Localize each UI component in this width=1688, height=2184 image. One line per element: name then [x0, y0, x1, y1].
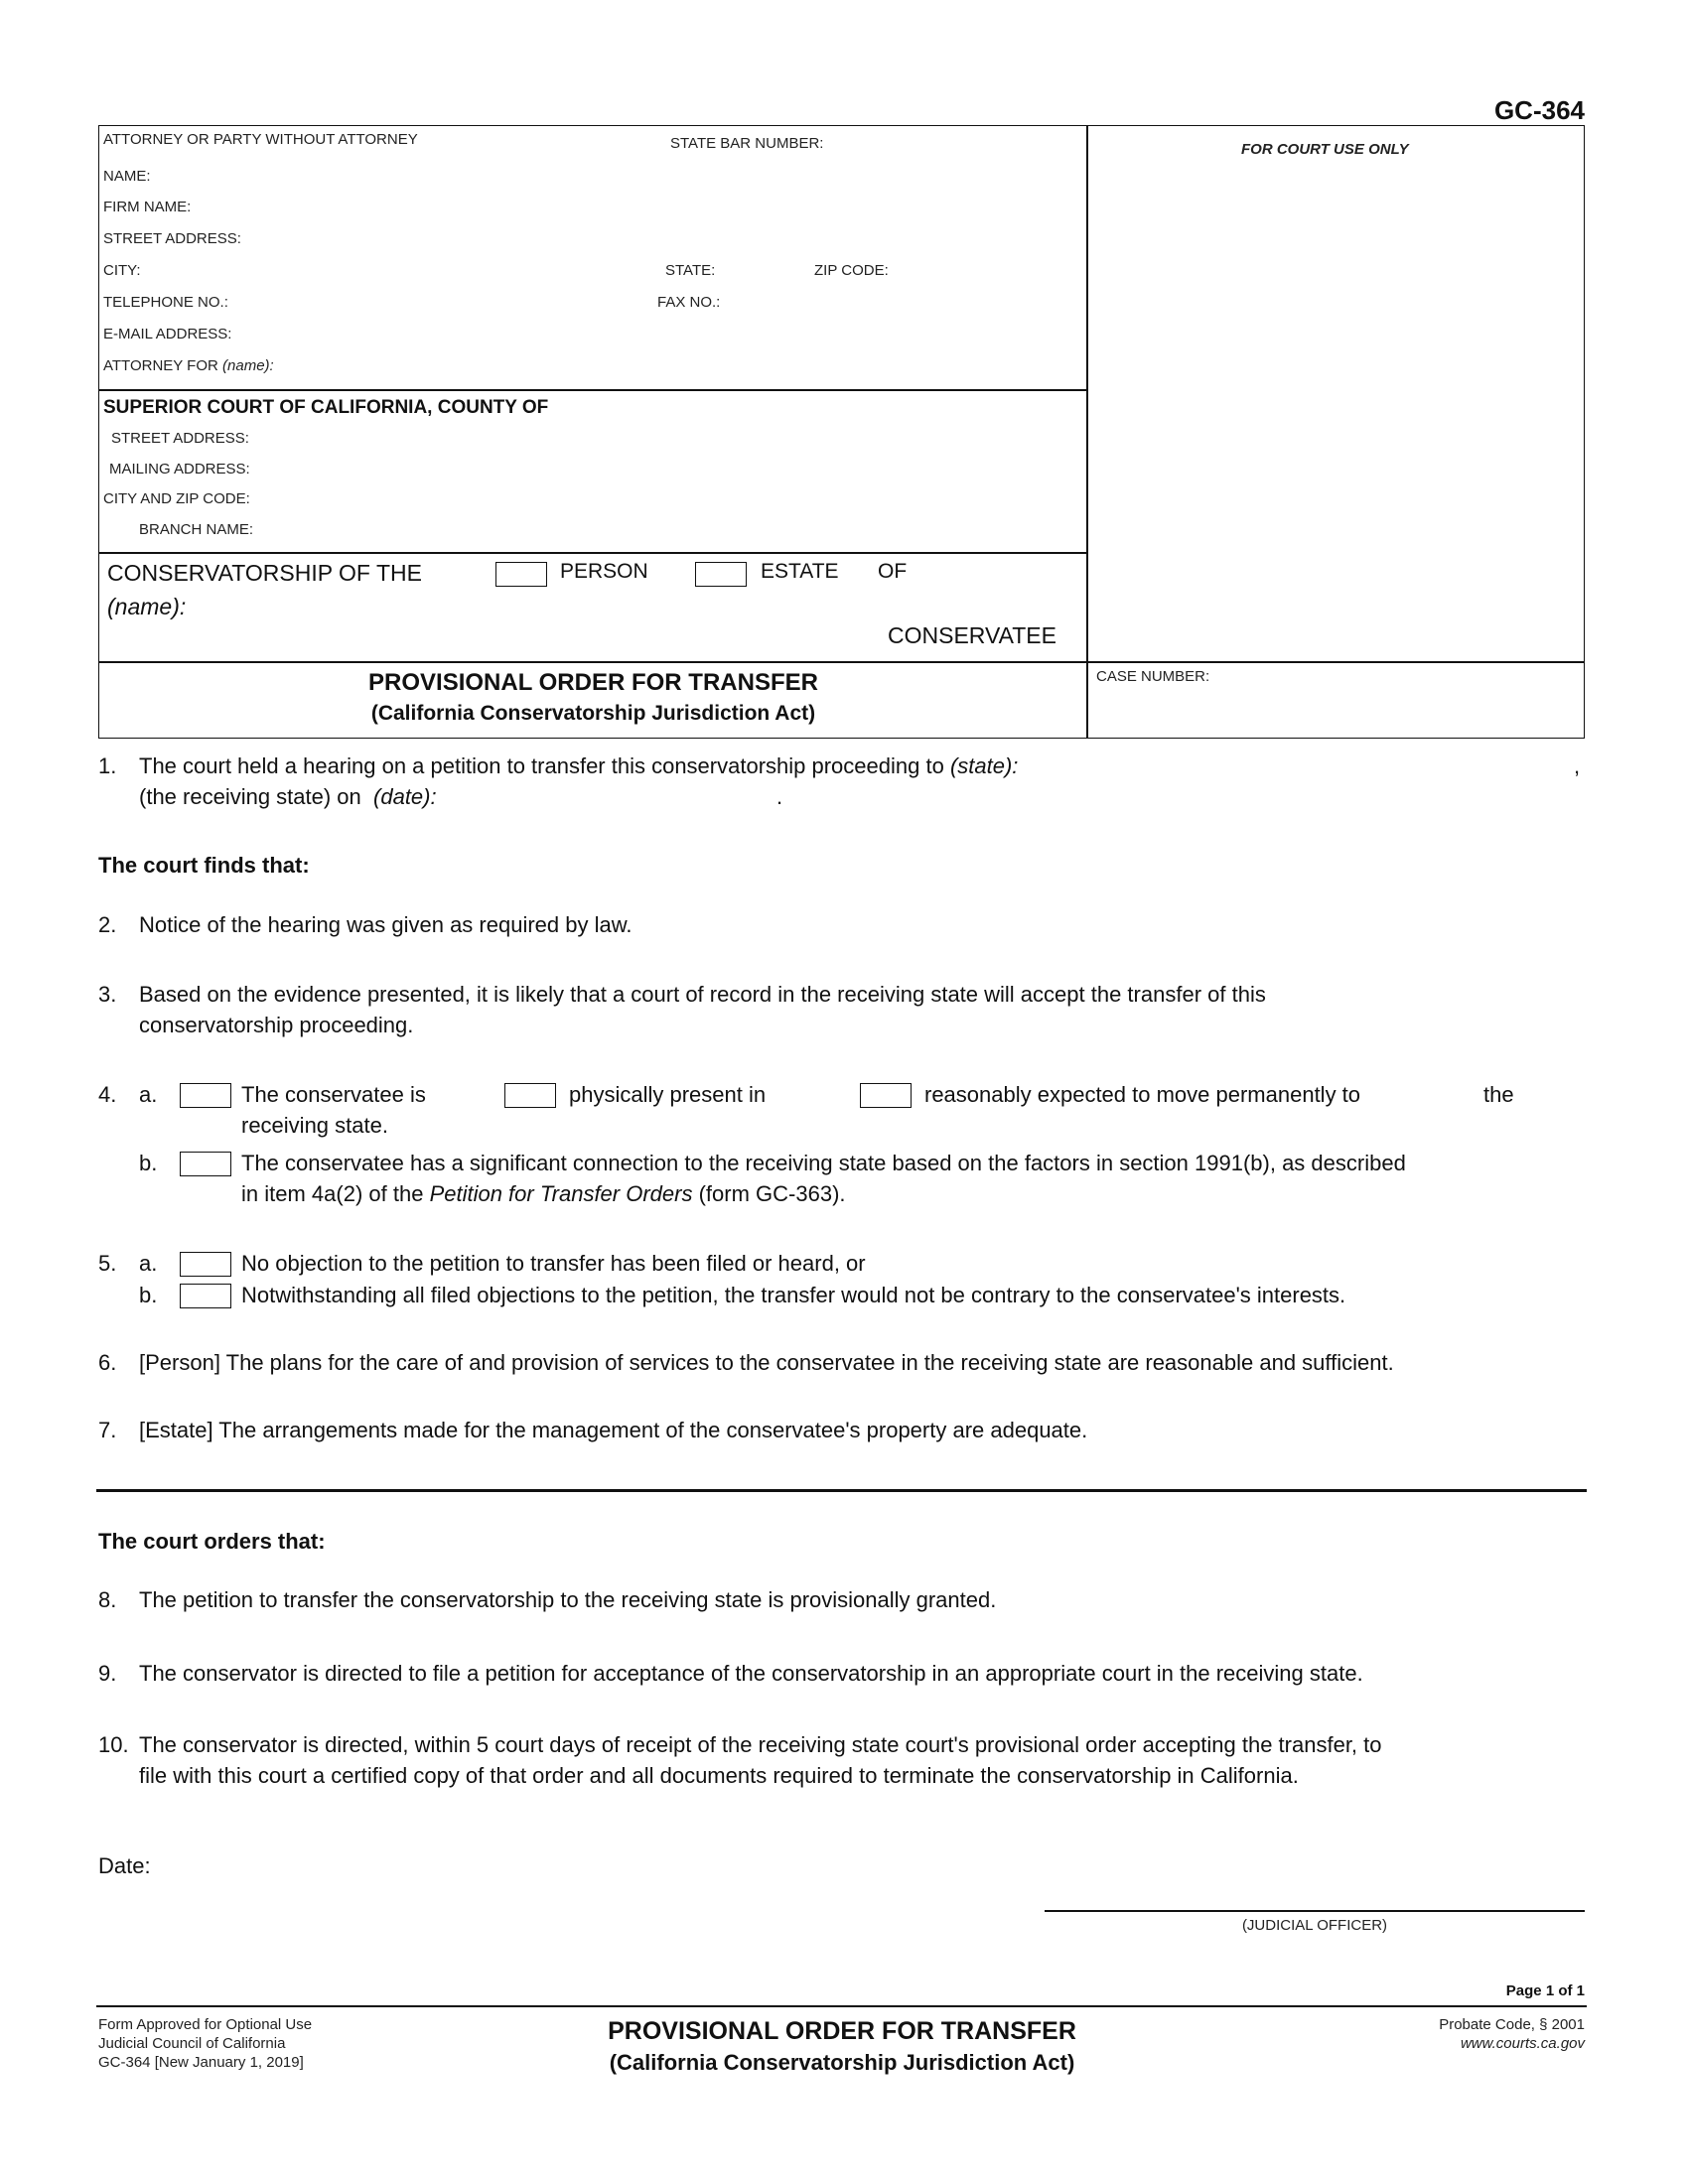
- item-9-text: The conservator is directed to file a petition for acceptance of the conservatorship in an appropriate court in the receiving state.: [139, 1661, 1363, 1686]
- item-2-text: Notice of the hearing was given as required by law.: [139, 912, 633, 937]
- footer-left-3: GC-364 [New January 1, 2019]: [98, 2054, 304, 2071]
- person-checkbox[interactable]: [495, 562, 547, 587]
- item-4a-move-label: reasonably expected to move permanently to: [924, 1082, 1361, 1107]
- footer-left-2: Judicial Council of California: [98, 2035, 286, 2052]
- item-6-text: [Person] The plans for the care of and provision of services to the conservatee in the receiving state are reasonable and sufficient.: [139, 1350, 1394, 1375]
- court-title: SUPERIOR COURT OF CALIFORNIA, COUNTY OF: [103, 397, 549, 418]
- item-4a-checkbox[interactable]: [180, 1083, 231, 1108]
- item-4b-letter: b.: [139, 1151, 158, 1175]
- footer-right-2[interactable]: www.courts.ca.gov: [1460, 2035, 1585, 2052]
- court-orders-heading: The court orders that:: [98, 1529, 326, 1554]
- section-divider: [96, 1489, 1587, 1492]
- judicial-officer-label: (JUDICIAL OFFICER): [1241, 1917, 1388, 1934]
- city-label: CITY:: [103, 262, 141, 279]
- item-7-number: 7.: [98, 1418, 117, 1442]
- item-1-line-1: The court held a hearing on a petition to transfer this conservatorship proceeding to (state):: [139, 753, 1019, 778]
- fax-label: FAX NO.:: [657, 294, 721, 311]
- item-4a-present-label: physically present in: [569, 1082, 767, 1107]
- item-4b-continued: in item 4a(2) of the Petition for Transfer Orders (form GC-363).: [241, 1181, 846, 1206]
- item-5b-checkbox[interactable]: [180, 1284, 231, 1308]
- footer-title: PROVISIONAL ORDER FOR TRANSFER: [608, 2017, 1076, 2045]
- item-10-number: 10.: [98, 1732, 129, 1757]
- item-3-number: 3.: [98, 982, 117, 1007]
- footer-right-1: Probate Code, § 2001: [1439, 2016, 1585, 2033]
- name-label: NAME:: [103, 168, 151, 185]
- item-8-number: 8.: [98, 1587, 117, 1612]
- court-mailing-label: MAILING ADDRESS:: [109, 461, 250, 478]
- item-4a-continued: receiving state.: [241, 1113, 388, 1138]
- item-1-period: .: [776, 784, 783, 809]
- footer-left-1: Form Approved for Optional Use: [98, 2016, 313, 2033]
- item-10-line-1: The conservator is directed, within 5 court days of receipt of the receiving state court's provisional order accepting the transfer, to: [139, 1732, 1382, 1757]
- footer-rule: [96, 2005, 1587, 2007]
- item-9-number: 9.: [98, 1661, 117, 1686]
- court-finds-heading: The court finds that:: [98, 853, 310, 878]
- item-5a-text: No objection to the petition to transfer has been filed or heard, or: [241, 1251, 866, 1276]
- item-4a-text: The conservatee is: [241, 1082, 426, 1107]
- item-4a-present-checkbox[interactable]: [504, 1083, 556, 1108]
- item-1-comma: ,: [1574, 753, 1581, 778]
- estate-checkbox[interactable]: [695, 562, 747, 587]
- item-5a-checkbox[interactable]: [180, 1252, 231, 1277]
- item-2-number: 2.: [98, 912, 117, 937]
- item-4a-move-checkbox[interactable]: [860, 1083, 912, 1108]
- signature-line: [1045, 1910, 1585, 1912]
- conservatee-label: CONSERVATEE: [888, 622, 1056, 648]
- item-4b-text: The conservatee has a significant connection to the receiving state based on the factors in section 1991(b), as described: [241, 1151, 1406, 1175]
- for-court-use-label: FOR COURT USE ONLY: [1241, 141, 1409, 158]
- item-4b-checkbox[interactable]: [180, 1152, 231, 1176]
- conservatorship-of-the: CONSERVATORSHIP OF THE: [107, 560, 422, 586]
- court-branch-label: BRANCH NAME:: [139, 521, 254, 538]
- item-10-line-2: file with this court a certified copy of that order and all documents required to terminate the conservatorship in California.: [139, 1763, 1299, 1788]
- state-bar-label: STATE BAR NUMBER:: [670, 135, 824, 152]
- date-label: Date:: [98, 1853, 151, 1878]
- item-4-number: 4.: [98, 1082, 117, 1107]
- conservatee-name-label: (name):: [107, 594, 187, 619]
- item-1-line-2: (the receiving state) on (date):: [139, 784, 437, 809]
- email-label: E-MAIL ADDRESS:: [103, 326, 232, 342]
- of-label: OF: [878, 560, 908, 583]
- item-5-number: 5.: [98, 1251, 117, 1276]
- page-number: Page 1 of 1: [1505, 1982, 1585, 1999]
- item-7-text: [Estate] The arrangements made for the management of the conservatee's property are adequate.: [139, 1418, 1088, 1442]
- firm-name-label: FIRM NAME:: [103, 199, 192, 215]
- item-3-line-1: Based on the evidence presented, it is likely that a court of record in the receiving state will accept the transfer of this: [139, 982, 1266, 1007]
- telephone-label: TELEPHONE NO.:: [103, 294, 228, 311]
- attorney-label: ATTORNEY OR PARTY WITHOUT ATTORNEY: [103, 131, 418, 148]
- street-address-label: STREET ADDRESS:: [103, 230, 241, 247]
- item-6-number: 6.: [98, 1350, 117, 1375]
- item-4a-the: the: [1483, 1082, 1514, 1107]
- item-5b-text: Notwithstanding all filed objections to the petition, the transfer would not be contrary to the conservatee's interests.: [241, 1283, 1346, 1307]
- attorney-box: [98, 125, 1088, 391]
- item-4a-letter: a.: [139, 1082, 158, 1107]
- item-8-text: The petition to transfer the conservatorship to the receiving state is provisionally granted.: [139, 1587, 997, 1612]
- case-number-label: CASE NUMBER:: [1096, 668, 1210, 685]
- court-city-zip-label: CITY AND ZIP CODE:: [103, 490, 250, 507]
- form-id: GC-364: [1493, 95, 1585, 125]
- state-label: STATE:: [665, 262, 716, 279]
- person-label: PERSON: [560, 560, 648, 583]
- court-street-label: STREET ADDRESS:: [111, 430, 249, 447]
- estate-label: ESTATE: [761, 560, 839, 583]
- item-5a-letter: a.: [139, 1251, 158, 1276]
- footer-subtitle: (California Conservatorship Jurisdiction Act): [609, 2050, 1075, 2075]
- zip-code-label: ZIP CODE:: [814, 262, 889, 279]
- attorney-for-label: ATTORNEY FOR (name):: [103, 357, 274, 374]
- court-use-box: [1086, 125, 1585, 663]
- form-subtitle: (California Conservatorship Jurisdiction Act): [370, 702, 816, 725]
- form-title: PROVISIONAL ORDER FOR TRANSFER: [368, 669, 818, 696]
- item-5b-letter: b.: [139, 1283, 158, 1307]
- item-1-number: 1.: [98, 753, 117, 778]
- item-3-line-2: conservatorship proceeding.: [139, 1013, 414, 1037]
